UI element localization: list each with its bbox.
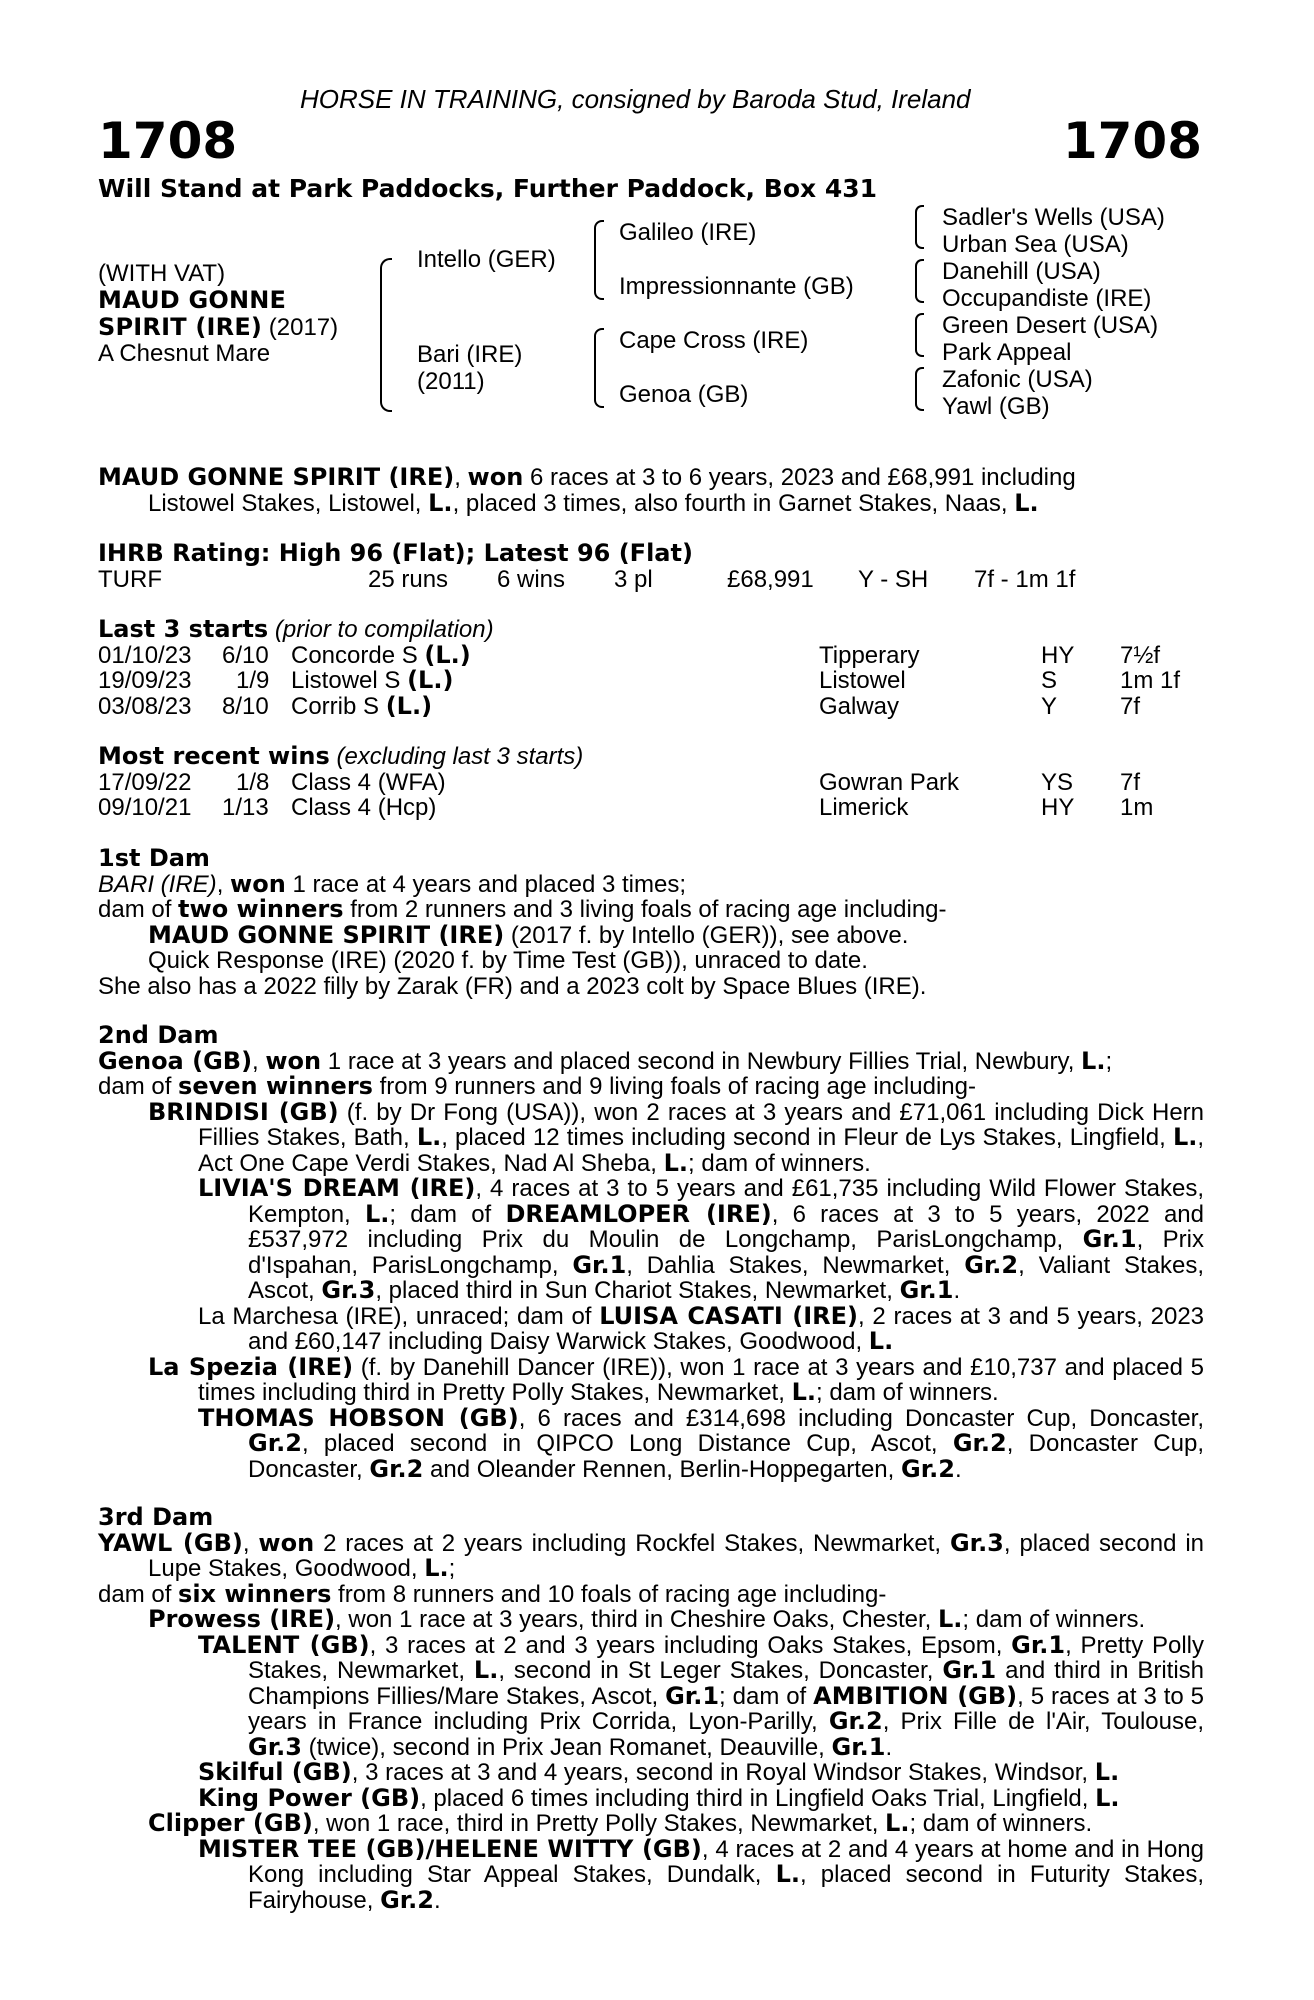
prowess-entry: Prowess (IRE), won 1 race at 3 years, third in Cheshire Oaks, Chester, L.; dam of winners. xyxy=(148,1605,1146,1633)
rating-distance: 7f - 1m 1f xyxy=(974,565,1076,593)
pedigree-dam-sire: Cape Cross (IRE) xyxy=(619,327,809,354)
lot-number-right: 1708 xyxy=(1062,112,1202,170)
pedigree-g3-6: Park Appeal xyxy=(942,339,1072,366)
pedigree-g3-4: Occupandiste (IRE) xyxy=(942,285,1152,312)
pedigree-brace-gen1 xyxy=(380,258,392,412)
third-dam-title: 3rd Dam xyxy=(98,1503,214,1531)
rating-runs: 25 runs xyxy=(368,565,449,593)
pedigree-brace-g3c xyxy=(915,313,924,357)
start-row: 03/08/23 8/10 Corrib S (L.) Galway Y 7f xyxy=(98,691,1141,720)
livias-dream-entry: LIVIA'S DREAM (IRE), 4 races at 3 to 5 years and £61,735 including Wild Flower Stakes, Kempton, L.; dam of DREAMLOPER (IRE), 6 races at 3 to 5 years, 2022 and £537,972 including Prix du Moulin de Longchamp, ParisLongchamp, Gr.1, Prix d'Ispahan, ParisLongchamp, Gr.1, Dahlia Stakes, Newmarket, Gr.2, Valiant Stakes, Ascot, Gr.3, placed third in Sun Chariot Stakes, Newmarket, Gr.1. xyxy=(198,1174,1205,1304)
pedigree-sire-sire: Galileo (IRE) xyxy=(619,219,757,246)
pedigree-brace-g3d xyxy=(915,367,924,411)
start-row: 19/09/23 1/9 Listowel S (L.) Listowel S 1m 1f xyxy=(98,666,1181,694)
rating-section xyxy=(98,541,1204,592)
thomas-hobson-entry: THOMAS HOBSON (GB), 6 races and £314,698 including Doncaster Cup, Doncaster, Gr.2, placed second in QIPCO Long Distance Cup, Ascot, Gr.2, Doncaster Cup, Doncaster, Gr.2 and Oleander Rennen, Berlin-Hoppegarten, Gr.2. xyxy=(198,1403,1205,1483)
pedigree-g3-1: Sadler's Wells (USA) xyxy=(942,204,1165,231)
rating-title: IHRB Rating: High 96 (Flat); Latest 96 (Flat) xyxy=(98,539,693,567)
first-dam-section: 1st Dam BARI (IRE), won 1 race at 4 years and placed 3 times; dam of two winners from 2 runners and 3 living foals of racing age including- MAUD GONNE SPIRIT (IRE) (2017 f. by Intello (GER)), see above. Quick Response (IRE) (2020 f. by Time Test (GB)), unraced to date. She also has a 2022 filly by Zarak (FR) and a 2023 colt by Space Blues (IRE). xyxy=(98,846,1204,999)
king-power-entry: King Power (GB), placed 6 times including third in Lingfield Oaks Trial, Lingfield, L. xyxy=(198,1783,1120,1812)
pedigree-g3-2: Urban Sea (USA) xyxy=(942,231,1129,258)
pedigree-brace-dam xyxy=(594,328,604,408)
pedigree-sire: Intello (GER) xyxy=(417,246,556,273)
rating-earnings: £68,991 xyxy=(727,565,814,593)
pedigree-brace-g3b xyxy=(915,259,924,303)
third-dam-section: 3rd Dam YAWL (GB), won 2 races at 2 years including Rockfel Stakes, Newmarket, Gr.3, placed second in Lupe Stakes, Goodwood, L.; dam of six winners from 8 runners and 10 foals of racing age including- Prowess (IRE), won 1 race at 3 years, third in Cheshire Oaks, Chester, L.; dam of winners. TALENT (GB), 3 races at 2 and 3 years including Oaks Stakes, Epsom, Gr.1, Pretty Polly Stakes, Newmarket, L., second in St Leger Stakes, Doncaster, Gr.1 and third in British Champions Fillies/Mare Stakes, Ascot, Gr.1; dam of AMBITION (GB), 5 races at 3 to 5 years in France including Prix Corrida, Lyon-Parilly, Gr.2, Prix Fille de l'Air, Toulouse, Gr.3 (twice), second in Prix Jean Romanet, Deauville, Gr.1. Skilful (GB), 3 races at 3 and 4 years, second in Royal Windsor Stakes, Windsor, L. King Power (GB), placed 6 times including third in Lingfield Oaks Trial, Lingfield, L. Clipper (GB), won 1 race, third in Pretty Polly Stakes, Newmarket, L.; dam of winners. MISTER TEE (GB)/HELENE WITTY (GB), 4 races at 2 and 4 years at home and in Hong Kong including Star Appeal Stakes, Dundalk, L., placed second in Futurity Stakes, Fairyhouse, Gr.2. xyxy=(98,1503,1205,1914)
consignment-line: HORSE IN TRAINING, consigned by Baroda Stud, Ireland xyxy=(300,84,971,114)
brindisi-entry: BRINDISI (GB) (f. by Dr Fong (USA)), won 2 races at 3 years and £71,061 including Dick Hern Fillies Stakes, Bath, L., placed 12 times including second in Fleur de Lys Stakes, Lingfield, L., Act One Cape Verdi Stakes, Nad Al Sheba, L.; dam of winners. xyxy=(148,1097,1205,1177)
race-summary: MAUD GONNE SPIRIT (IRE), won 6 races at 3 to 6 years, 2023 and £68,991 including Listowel Stakes, Listowel, L., placed 3 times, also fourth in Garnet Stakes, Naas, L. xyxy=(98,463,1076,517)
pedigree-g3-7: Zafonic (USA) xyxy=(942,366,1093,393)
clipper-entry: Clipper (GB), won 1 race, third in Pretty Polly Stakes, Newmarket, L.; dam of winners. xyxy=(148,1809,1093,1837)
win-row: 09/10/21 1/13 Class 4 (Hcp) Limerick HY 1m xyxy=(98,794,1154,821)
horse-name-line2: SPIRIT (IRE) (2017) xyxy=(98,313,339,341)
start-row: 01/10/23 6/10 Concorde S (L.) Tipperary HY 7½f xyxy=(98,640,1161,669)
pedigree-dam-year: (2011) xyxy=(417,368,485,395)
pedigree-dam: Bari (IRE) xyxy=(417,341,523,368)
skilful-entry: Skilful (GB), 3 races at 3 and 4 years, second in Royal Windsor Stakes, Windsor, L. xyxy=(198,1758,1120,1786)
pedigree-g3-3: Danehill (USA) xyxy=(942,258,1101,285)
mister-tee-entry: MISTER TEE (GB)/HELENE WITTY (GB), 4 races at 2 and 4 years at home and in Hong Kong including Star Appeal Stakes, Dundalk, L., placed second in Futurity Stakes, Fairyhouse, Gr.2. xyxy=(198,1834,1205,1914)
pedigree-brace-g3a xyxy=(915,205,924,249)
horse-description: A Chesnut Mare xyxy=(98,340,271,367)
rating-surface: TURF xyxy=(98,565,162,593)
win-row: 17/09/22 1/8 Class 4 (WFA) Gowran Park YS 7f xyxy=(98,768,1141,796)
pedigree-g3-8: Yawl (GB) xyxy=(942,393,1050,420)
second-dam-section: 2nd Dam Genoa (GB), won 1 race at 3 years and placed second in Newbury Fillies Trial, Newbury, L.; dam of seven winners from 9 runners and 9 living foals of racing age including- BRINDISI (GB) (f. by Dr Fong (USA)), won 2 races at 3 years and £71,061 including Dick Hern Fillies Stakes, Bath, L., placed 12 times including second in Fleur de Lys Stakes, Lingfield, L., Act One Cape Verdi Stakes, Nad Al Sheba, L.; dam of winners. LIVIA'S DREAM (IRE), 4 races at 3 to 5 years and £61,735 including Wild Flower Stakes, Kempton, L.; dam of DREAMLOPER (IRE), 6 races at 3 to 5 years, 2022 and £537,972 including Prix du Moulin de Longchamp, ParisLongchamp, Gr.1, Prix d'Ispahan, ParisLongchamp, Gr.1, Dahlia Stakes, Newmarket, Gr.2, Valiant Stakes, Ascot, Gr.3, placed third in Sun Chariot Stakes, Newmarket, Gr.1. La Marchesa (IRE), unraced; dam of LUISA CASATI (IRE), 2 races at 3 and 5 years, 2023 and £60,147 including Daisy Warwick Stakes, Goodwood, L. La Spezia (IRE) (f. by Danehill Dancer (IRE)), won 1 race at 3 years and £10,737 and placed 5 times including third in Pretty Polly Stakes, Newmarket, L.; dam of winners. THOMAS HOBSON (GB), 6 races and £314,698 including Doncaster Cup, Doncaster, Gr.2, placed second in QIPCO Long Distance Cup, Ascot, Gr.2, Doncaster Cup, Doncaster, Gr.2 and Oleander Rennen, Berlin-Hoppegarten, Gr.2. xyxy=(98,1021,1205,1483)
rating-placed: 3 pl xyxy=(614,565,653,593)
second-dam-title: 2nd Dam xyxy=(98,1021,219,1049)
stand-info: Will Stand at Park Paddocks, Further Paddock, Box 431 xyxy=(98,174,878,203)
lot-number-left: 1708 xyxy=(98,112,238,170)
pedigree-sire-dam: Impressionnante (GB) xyxy=(619,273,854,300)
la-spezia-entry: La Spezia (IRE) (f. by Danehill Dancer (IRE)), won 1 race at 3 years and £10,737 and placed 5 times including third in Pretty Polly Stakes, Newmarket, L.; dam of winners. xyxy=(148,1352,1204,1406)
rating-wins: 6 wins xyxy=(497,565,566,593)
last-3-starts: Last 3 starts (prior to compilation) 01/10/23 6/10 Concorde S (L.) Tipperary HY 7½f 19/09/23 1/9 Listowel S (L.) Listowel S 1m 1f 03/08/23 8/10 Corrib S (L.) Galway Y 7f xyxy=(98,617,1204,719)
most-recent-wins: Most recent wins (excluding last 3 starts) 17/09/22 1/8 Class 4 (WFA) Gowran Park YS 7f 09/10/21 1/13 Class 4 (Hcp) Limerick HY 1m xyxy=(98,744,1204,821)
vat-note: (WITH VAT) xyxy=(98,260,226,287)
horse-name-line1: MAUD GONNE xyxy=(98,286,287,314)
pedigree-dam-dam: Genoa (GB) xyxy=(619,381,749,408)
la-marchesa-entry: La Marchesa (IRE), unraced; dam of LUISA CASATI (IRE), 2 races at 3 and 5 years, 2023 and £60,147 including Daisy Warwick Stakes, Goodwood, L. xyxy=(198,1301,1205,1355)
pedigree-brace-sire xyxy=(594,220,604,300)
talent-entry: TALENT (GB), 3 races at 2 and 3 years including Oaks Stakes, Epsom, Gr.1, Pretty Polly Stakes, Newmarket, L., second in St Leger Stakes, Doncaster, Gr.1 and third in British Champions Fillies/Mare Stakes, Ascot, Gr.1; dam of AMBITION (GB), 5 races at 3 to 5 years in France including Prix Corrida, Lyon-Parilly, Gr.2, Prix Fille de l'Air, Toulouse, Gr.3 (twice), second in Prix Jean Romanet, Deauville, Gr.1. xyxy=(198,1630,1205,1761)
first-dam-title: 1st Dam xyxy=(98,844,210,872)
rating-going: Y - SH xyxy=(858,565,929,593)
pedigree-g3-5: Green Desert (USA) xyxy=(942,312,1159,339)
